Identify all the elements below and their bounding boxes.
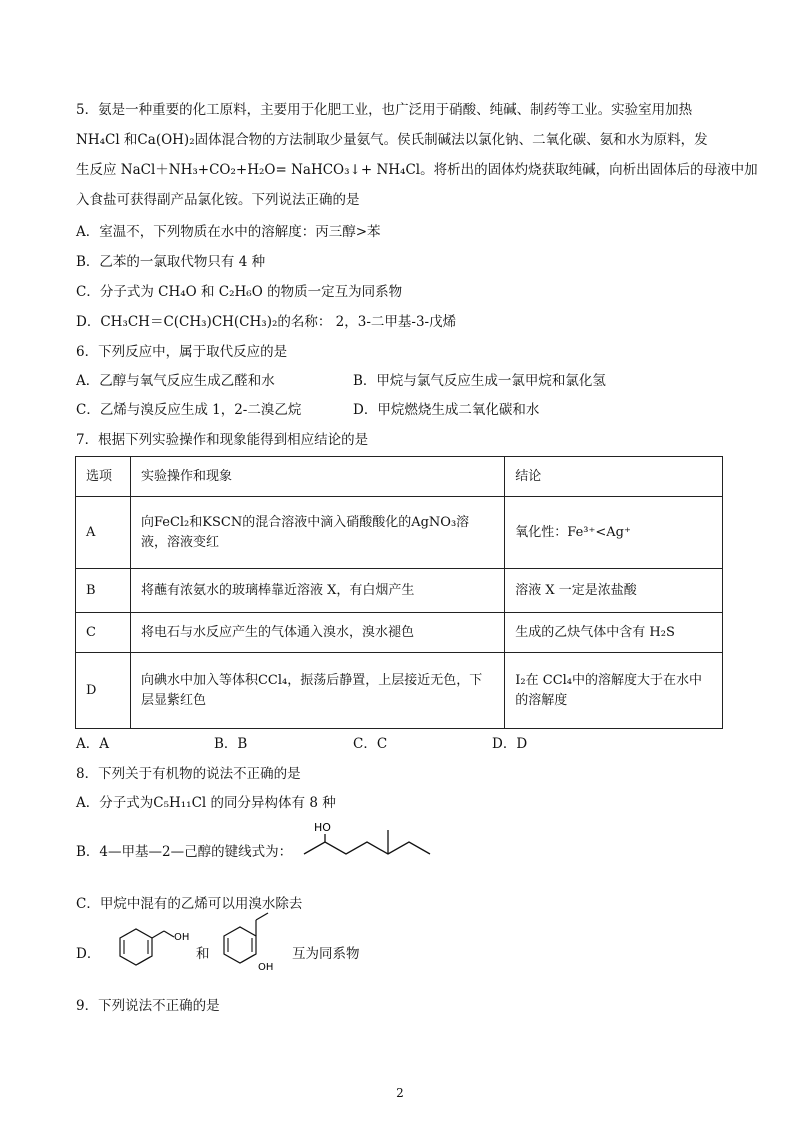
q7-answer-b: B．B	[214, 736, 248, 752]
header-option: 选项	[76, 457, 131, 497]
row-conclusion: 氧化性：Fe³⁺<Ag⁺	[505, 497, 723, 569]
q7-stem: 7．根据下列实验操作和现象能得到相应结论的是	[76, 432, 369, 448]
row-operation: 将电石与水反应产生的气体通入溴水，溴水褪色	[130, 613, 504, 653]
q7-answer-c: C．C	[353, 736, 388, 752]
header-conclusion: 结论	[505, 457, 723, 497]
header-operation: 实验操作和现象	[130, 457, 504, 497]
ethylphenol-structure	[210, 912, 290, 976]
q5-stem-line1: 5．氨是一种重要的化工原料，主要用于化肥工业，也广泛用于硝酸、纯碱、制药等工业。实验室用加热	[76, 102, 693, 118]
q6-option-b: B．甲烷与氯气反应生成一氯甲烷和氯化氢	[353, 373, 606, 389]
hydroxyl-label: OH	[258, 962, 274, 973]
table-row	[76, 497, 723, 569]
q5-option-b: B．乙苯的一氯取代物只有 4 种	[76, 254, 266, 270]
table-row	[76, 569, 723, 613]
q8-option-d-tail: 互为同系物	[292, 946, 360, 962]
q8-option-d-label: D．	[76, 946, 101, 962]
q6-option-d: D．甲烷燃烧生成二氧化碳和水	[353, 402, 540, 418]
table-header-row	[76, 457, 723, 497]
row-option: C	[76, 613, 131, 653]
row-option: A	[76, 497, 131, 569]
q7-answer-d: D．D	[492, 736, 528, 752]
row-operation: 将蘸有浓氨水的玻璃棒靠近溶液 X，有白烟产生	[130, 569, 504, 613]
q8-option-b: B．4—甲基—2—己醇的键线式为：	[76, 844, 293, 860]
q8-option-a: A．分子式为C₅H₁₁Cl 的同分异构体有 8 种	[76, 795, 336, 811]
q7-answer-a: A．A	[76, 736, 109, 752]
q6-option-c: C．乙烯与溴反应生成 1，2-二溴乙烷	[76, 402, 302, 418]
row-operation: 向碘水中加入等体积CCl₄，振荡后静置，上层接近无色，下层显紫红色	[130, 653, 504, 729]
q5-option-a: A．室温不，下列物质在水中的溶解度：丙三醇>苯	[76, 224, 381, 240]
table-row	[76, 613, 723, 653]
q8-stem: 8．下列关于有机物的说法不正确的是	[76, 766, 301, 782]
q5-stem-line2: NH₄Cl 和Ca(OH)₂固体混合物的方法制取少量氨气。侯氏制碱法以氯化钠、二氧化碳、氨和水为原料，发	[76, 132, 708, 148]
q5-stem-line3: 生反应 NaCl＋NH₃+CO₂+H₂O= NaHCO₃↓+ NH₄Cl。将析出的固体灼烧获取纯碱，向析出固体后的母液中加	[76, 162, 758, 178]
q5-stem-line4: 入食盐可获得副产品氯化铵。下列说法正确的是	[76, 192, 360, 208]
row-option: D	[76, 653, 131, 729]
row-conclusion: 生成的乙炔气体中含有 H₂S	[505, 613, 723, 653]
q6-stem: 6．下列反应中，属于取代反应的是	[76, 344, 288, 360]
table-row	[76, 653, 723, 729]
skeletal-formula-4-methyl-2-hexanol	[296, 816, 446, 866]
q8-and-text: 和	[196, 946, 210, 962]
benzyl-alcohol-structure	[100, 920, 190, 980]
row-conclusion: 溶液 X 一定是浓盐酸	[505, 569, 723, 613]
hydroxyl-label: OH	[174, 932, 190, 943]
q7-table	[75, 456, 723, 729]
row-conclusion: I₂在 CCl₄中的溶解度大于在水中的溶解度	[505, 653, 723, 729]
q9-stem: 9．下列说法不正确的是	[76, 998, 220, 1014]
q8-option-c: C．甲烷中混有的乙烯可以用溴水除去	[76, 896, 303, 912]
q5-option-c: C．分子式为 CH₄O 和 C₂H₆O 的物质一定互为同系物	[76, 284, 403, 300]
hydroxyl-label: HO	[314, 821, 331, 834]
q5-option-d: D．CH₃CH＝C(CH₃)CH(CH₃)₂的名称： 2，3-二甲基-3-戊烯	[76, 314, 457, 330]
row-option: B	[76, 569, 131, 613]
page-number: 2	[396, 1086, 404, 1100]
row-operation: 向FeCl₂和KSCN的混合溶液中滴入硝酸酸化的AgNO₃溶液，溶液变红	[130, 497, 504, 569]
q6-option-a: A．乙醇与氧气反应生成乙醛和水	[76, 373, 275, 389]
